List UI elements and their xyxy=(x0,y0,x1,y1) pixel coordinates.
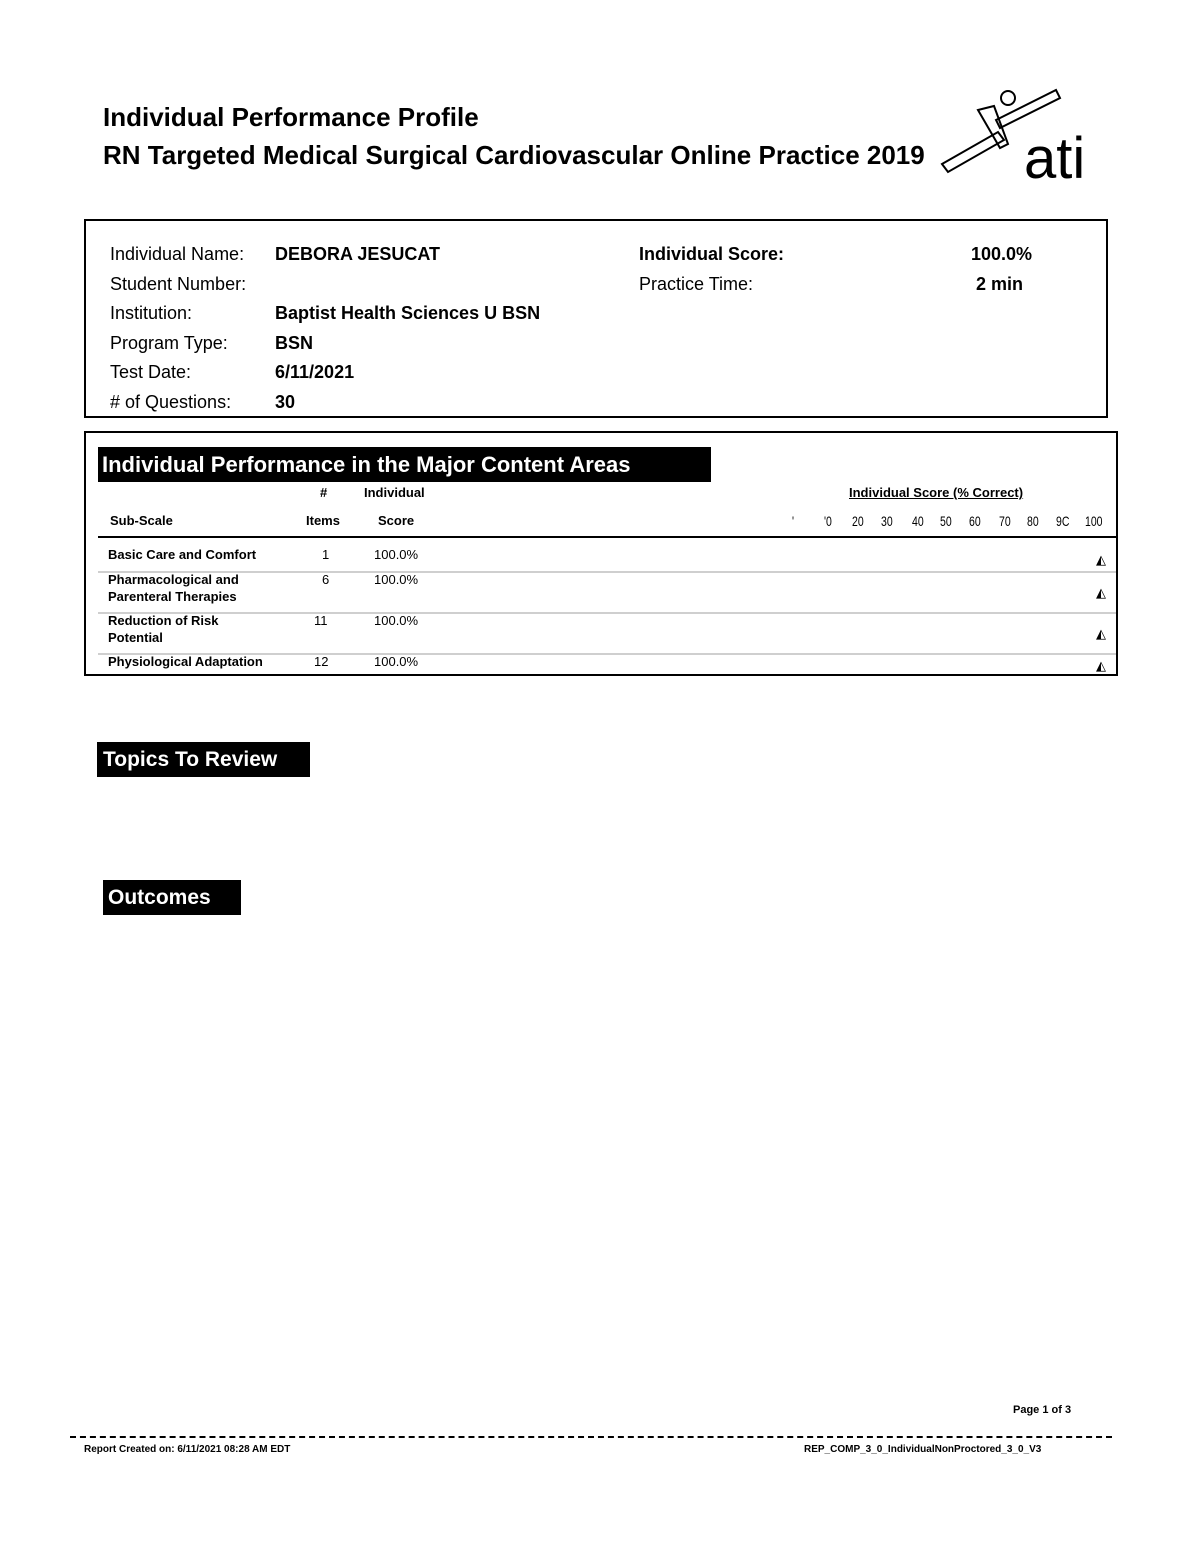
name-label: Individual Name: xyxy=(110,244,245,264)
row-divider xyxy=(98,612,1116,614)
name-row xyxy=(110,242,244,266)
subscale-column-header: Sub-Scale xyxy=(110,513,173,528)
report-created-date: Report Created on: 6/11/2021 08:28 AM EDT xyxy=(84,1444,291,1455)
scale-tick-label: 20 xyxy=(852,513,864,529)
program-type-label: Program Type: xyxy=(110,333,228,353)
subscale-name: Pharmacological and xyxy=(108,572,239,587)
scale-tick-label: '0 xyxy=(824,513,832,529)
score-column-header: Score xyxy=(378,513,415,528)
student-info-box xyxy=(84,219,1108,418)
topics-to-review-heading: Topics To Review xyxy=(97,742,310,777)
subscale-name: Basic Care and Comfort xyxy=(108,547,257,562)
score-marker-icon: ◭ xyxy=(1096,658,1106,673)
page-title: Individual Performance Profile xyxy=(103,102,479,132)
subscale-score: 100.0% xyxy=(374,547,419,562)
score-marker-icon: ◭ xyxy=(1096,626,1106,641)
subscale-name-line2: Potential xyxy=(108,630,163,645)
individual-score-value: 100.0% xyxy=(971,244,1033,264)
item-count: 11 xyxy=(314,613,328,628)
subscale-name: Reduction of Risk xyxy=(108,613,219,628)
outcomes-heading: Outcomes xyxy=(103,880,241,915)
header-rule xyxy=(98,536,1116,538)
institution-value: Baptist Health Sciences U BSN xyxy=(275,303,541,323)
footer-divider xyxy=(70,1436,1112,1438)
questions-label: # of Questions: xyxy=(110,392,232,412)
content-areas-box xyxy=(84,431,1118,676)
test-date-value: 6/11/2021 xyxy=(275,362,355,382)
scale-tick-label: 50 xyxy=(940,513,952,529)
practice-time-value: 2 min xyxy=(976,274,1024,294)
row-divider xyxy=(98,571,1116,573)
name-value: DEBORA JESUCAT xyxy=(275,244,441,264)
scale-tick-label: 9C xyxy=(1056,513,1070,529)
item-count: 12 xyxy=(314,654,329,669)
report-id: REP_COMP_3_0_IndividualNonProctored_3_0_V3 xyxy=(804,1444,1042,1455)
scale-tick-label: 60 xyxy=(969,513,981,529)
scale-tick-label: ' xyxy=(792,513,795,529)
subscale-name-line2: Parenteral Therapies xyxy=(108,589,237,604)
score-column-header-top: Individual xyxy=(364,485,425,500)
subscale-score: 100.0% xyxy=(374,654,419,669)
logo-text: ati xyxy=(1024,126,1086,186)
items-column-header-top: # xyxy=(320,485,328,500)
scale-tick-label: 100 xyxy=(1085,513,1103,529)
subscale-name: Physiological Adaptation xyxy=(108,654,263,669)
practice-time-label: Practice Time: xyxy=(639,274,754,294)
content-areas-heading: Individual Performance in the Major Content Areas xyxy=(98,447,711,482)
scale-tick-label: 40 xyxy=(912,513,924,529)
scale-tick-label: 70 xyxy=(999,513,1011,529)
score-marker-icon: ◭ xyxy=(1096,552,1106,567)
questions-value: 30 xyxy=(275,392,296,412)
ati-logo xyxy=(938,86,1106,186)
scale-tick-label: 30 xyxy=(881,513,893,529)
test-date-label: Test Date: xyxy=(110,362,192,382)
score-scale-heading: Individual Score (% Correct) xyxy=(849,485,1024,500)
page-number: Page 1 of 3 xyxy=(1013,1404,1072,1416)
item-count: 1 xyxy=(322,547,330,562)
institution-label: Institution: xyxy=(110,303,193,323)
subscale-score: 100.0% xyxy=(374,572,419,587)
student-number-label: Student Number: xyxy=(110,274,247,294)
program-type-value: BSN xyxy=(275,333,314,353)
scale-tick-label: 80 xyxy=(1027,513,1039,529)
individual-score-label: Individual Score: xyxy=(639,244,785,264)
items-column-header: Items xyxy=(306,513,340,528)
score-marker-icon: ◭ xyxy=(1096,585,1106,600)
assessment-title: RN Targeted Medical Surgical Cardiovascular Online Practice 2019 xyxy=(103,140,925,170)
item-count: 6 xyxy=(322,572,330,587)
subscale-score: 100.0% xyxy=(374,613,419,628)
